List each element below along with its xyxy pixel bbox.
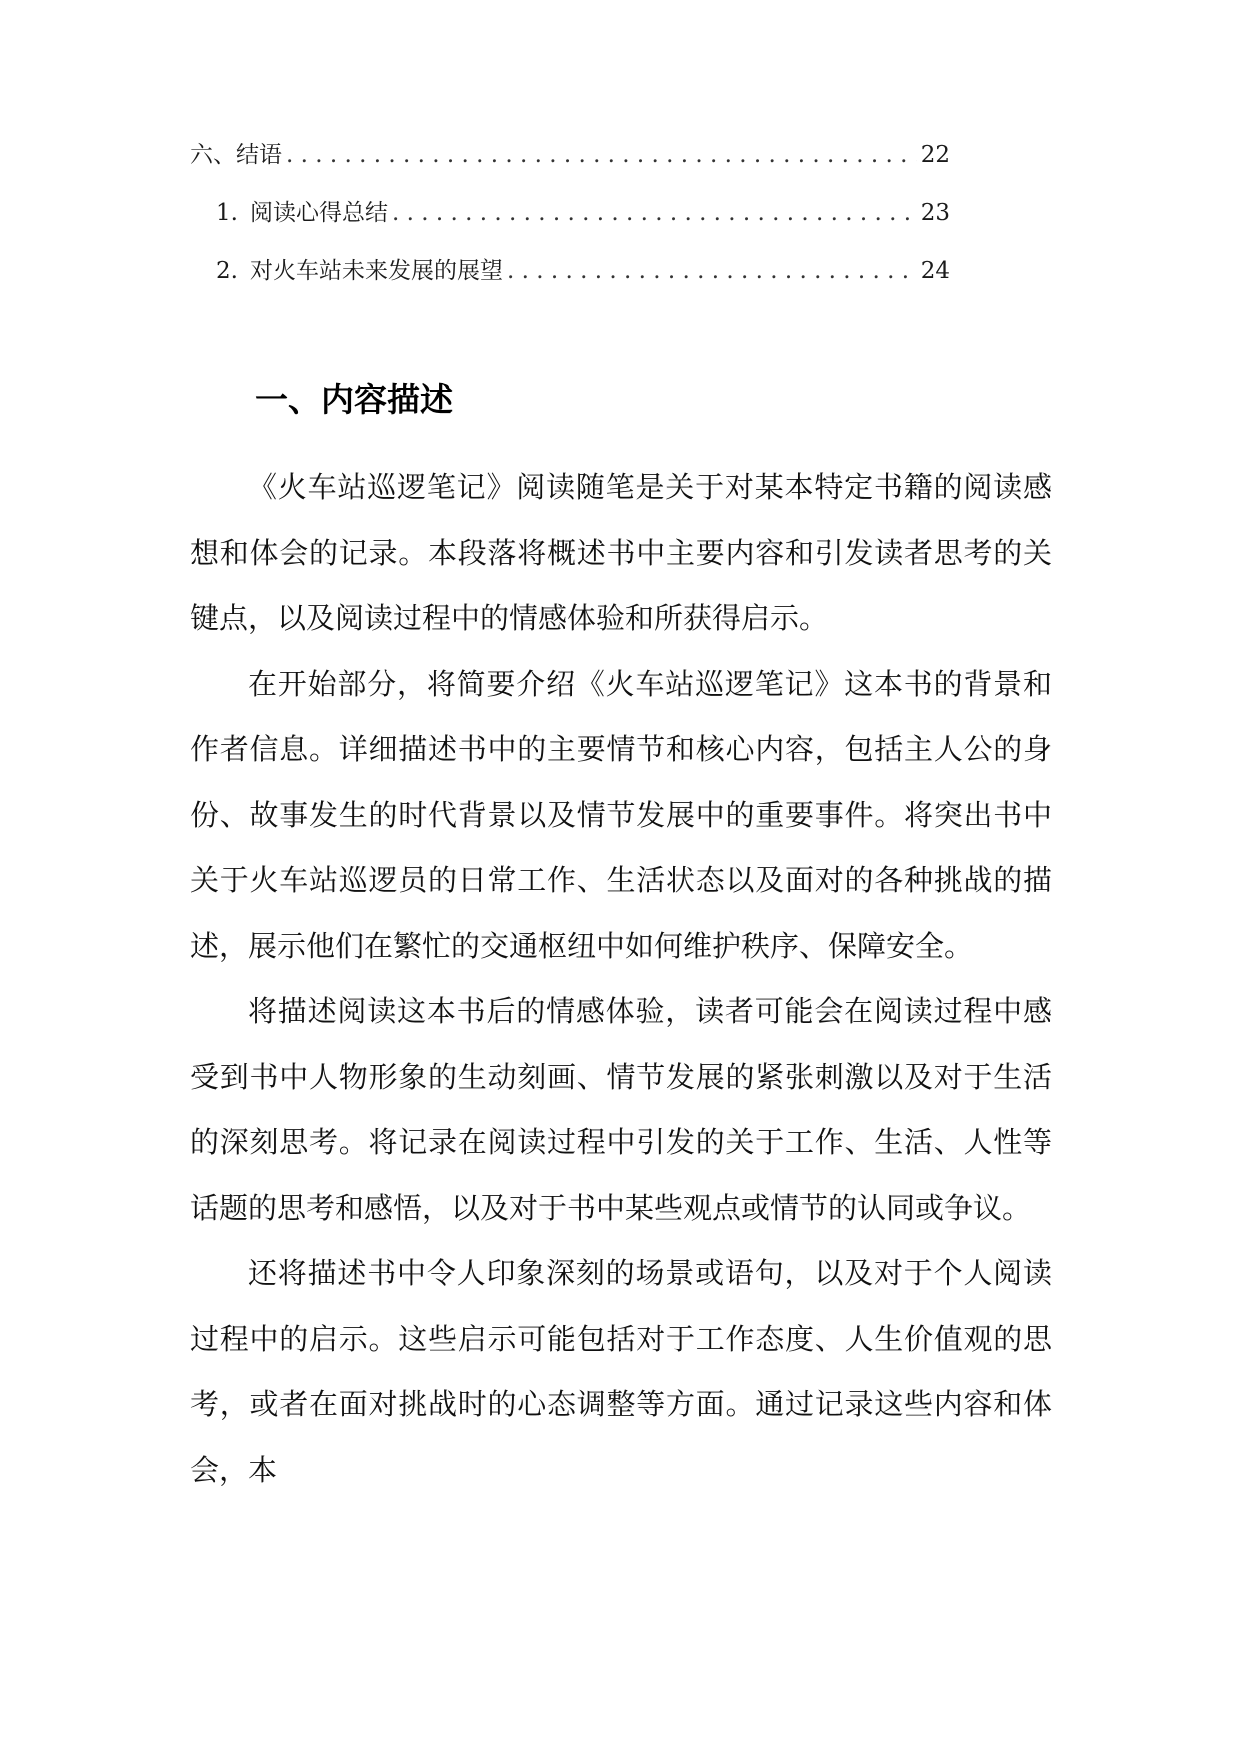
toc-entry-page: 22: [920, 142, 950, 168]
body-paragraph: 在开始部分，将简要介绍《火车站巡逻笔记》这本书的背景和作者信息。详细描述书中的主要情节和核心内容，包括主人公的身份、故事发生的时代背景以及情节发展中的重要事件。将突出书中关于火车站巡逻员的日常工作、生活状态以及面对的各种挑战的描述，展示他们在繁忙的交通枢纽中如何维护秩序、保障安全。: [190, 666, 1052, 963]
section-heading: 一、内容描述: [255, 380, 453, 419]
toc-entry-label: 阅读心得总结: [250, 200, 388, 226]
body-paragraph: 《火车站巡逻笔记》阅读随笔是关于对某本特定书籍的阅读感想和体会的记录。本段落将概述书中主要内容和引发读者思考的关键点，以及阅读过程中的情感体验和所获得启示。: [190, 470, 1052, 635]
toc-entry-page: 24: [920, 258, 950, 284]
toc-dot-leader: [286, 142, 917, 168]
toc-entry[interactable]: [190, 136, 950, 169]
toc-dot-leader: [507, 258, 917, 284]
body-paragraph: 还将描述书中令人印象深刻的场景或语句，以及对于个人阅读过程中的启示。这些启示可能包括对于工作态度、人生价值观的思考，或者在面对挑战时的心态调整等方面。通过记录这些内容和体会，本: [190, 1256, 1052, 1487]
toc-dot-leader: [392, 200, 917, 226]
toc-entry[interactable]: [216, 194, 950, 227]
section-body: [190, 455, 1052, 1503]
toc-entry[interactable]: [216, 252, 950, 285]
toc-entry-label: 六、结语: [190, 142, 282, 168]
toc-entry-number: 2.: [216, 258, 238, 284]
toc-entry-number: 1.: [216, 200, 238, 226]
toc-entry-label: 对火车站未来发展的展望: [250, 258, 503, 284]
toc-entry-page: 23: [920, 200, 950, 226]
body-paragraph: 将描述阅读这本书后的情感体验，读者可能会在阅读过程中感受到书中人物形象的生动刻画、情节发展的紧张刺激以及对于生活的深刻思考。将记录在阅读过程中引发的关于工作、生活、人性等话题的思考和感悟，以及对于书中某些观点或情节的认同或争议。: [190, 994, 1052, 1225]
